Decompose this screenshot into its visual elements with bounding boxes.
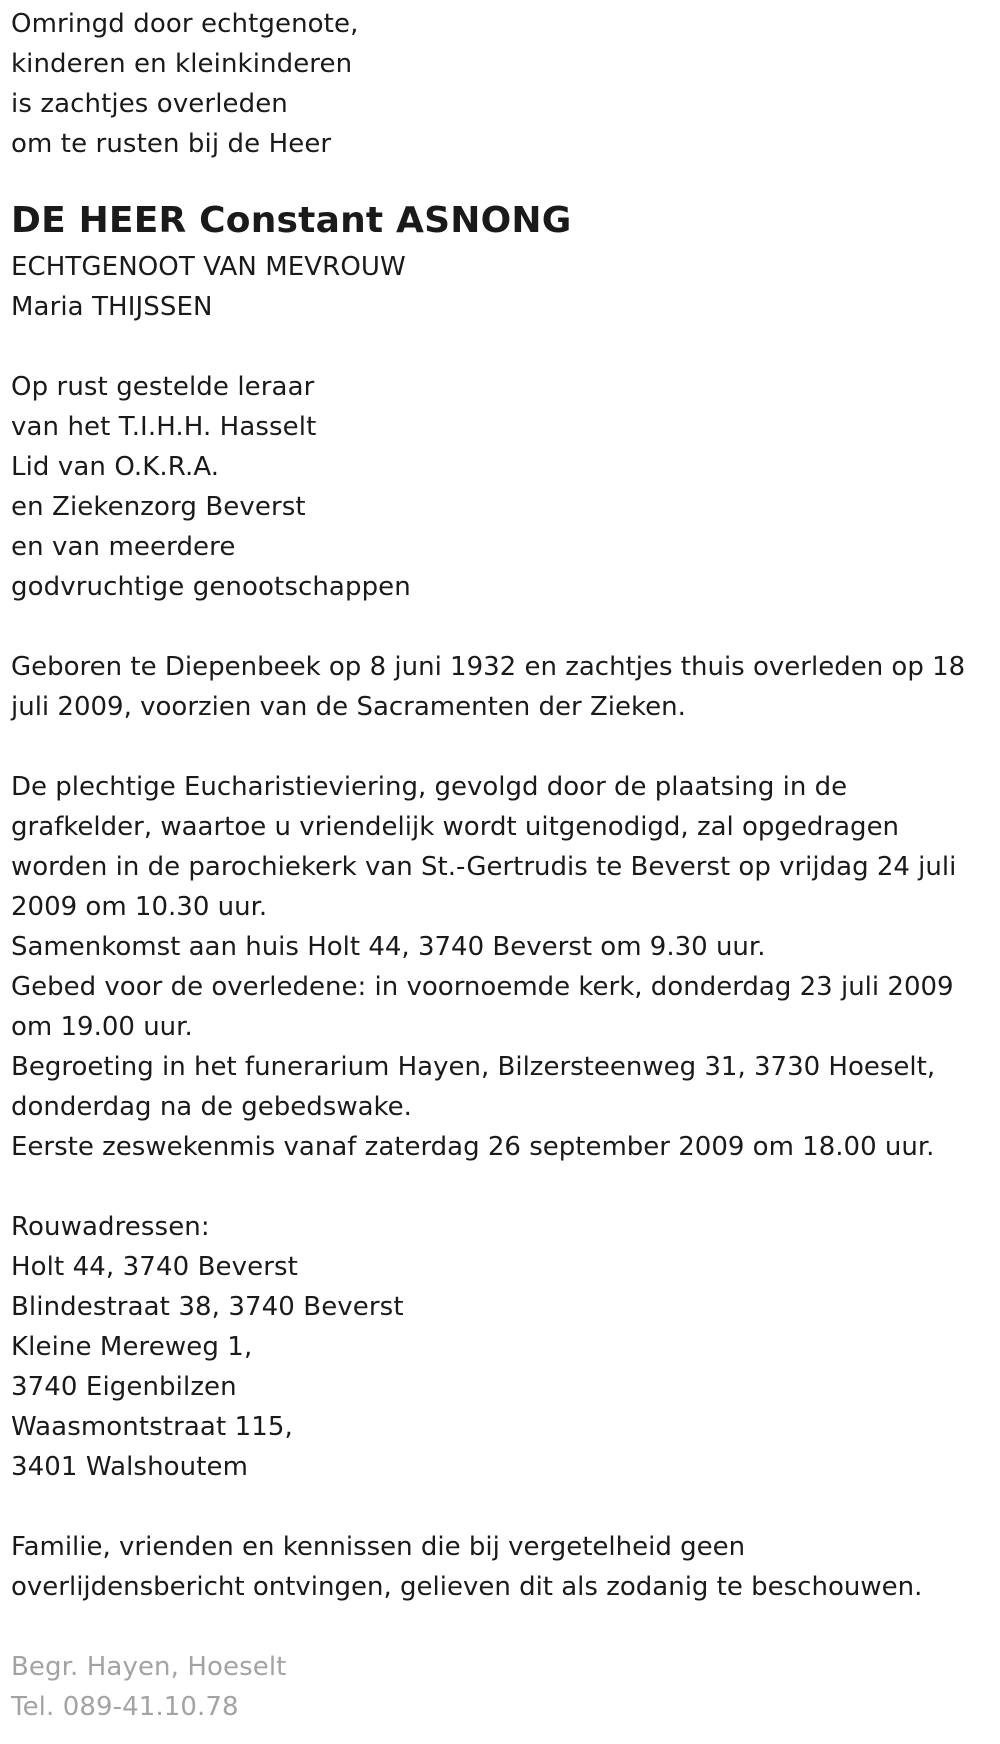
address-line: Blindestraat 38, 3740 Beverst	[11, 1292, 404, 1322]
intro-line: om te rusten bij de Heer	[11, 129, 332, 159]
ceremony-paragraph: Samenkomst aan huis Holt 44, 3740 Beverst om 9.30 uur.	[11, 932, 766, 962]
career-line: en Ziekenzorg Beverst	[11, 492, 306, 522]
career-line: Op rust gestelde leraar	[11, 372, 315, 402]
address-line: Waasmontstraat 115,	[11, 1412, 293, 1442]
spouse-block	[11, 247, 991, 327]
ceremony-paragraph: Gebed voor de overledene: in voornoemde kerk, donderdag 23 juli 2009 om 19.00 uur.	[11, 972, 954, 1042]
address-line: 3401 Walshoutem	[11, 1452, 249, 1482]
birth-death-paragraph: Geboren te Diepenbeek op 8 juni 1932 en zachtjes thuis overleden op 18 juli 2009, voorzien van de Sacramenten der Zieken.	[11, 652, 966, 722]
addresses-block	[11, 1207, 991, 1487]
address-line: 3740 Eigenbilzen	[11, 1372, 237, 1402]
death-notice	[11, 4, 991, 1727]
ceremony-paragraph: De plechtige Eucharistieviering, gevolgd door de plaatsing in de grafkelder, waartoe u vriendelijk wordt uitgenodigd, zal opgedragen worden in de parochiekerk van St.-Gertrudis te Beverst op vrijdag 24 juli 2009 om 10.30 uur.	[11, 772, 957, 922]
spouse-line: ECHTGENOOT VAN MEVROUW	[11, 252, 406, 282]
addresses-heading: Rouwadressen:	[11, 1212, 210, 1242]
address-line: Holt 44, 3740 Beverst	[11, 1252, 298, 1282]
intro-line: Omringd door echtgenote,	[11, 9, 359, 39]
undertaker-name: Begr. Hayen, Hoeselt	[11, 1652, 287, 1682]
closing-paragraph: Familie, vrienden en kennissen die bij vergetelheid geen overlijdensbericht ontvingen, gelieven dit als zodanig te beschouwen.	[11, 1532, 923, 1602]
intro-line: kinderen en kleinkinderen	[11, 49, 353, 79]
address-line: Kleine Mereweg 1,	[11, 1332, 253, 1362]
deceased-name: DE HEER Constant ASNONG	[11, 200, 572, 241]
ceremony-block	[11, 767, 991, 1167]
career-line: van het T.I.H.H. Hasselt	[11, 412, 317, 442]
career-line: en van meerdere	[11, 532, 236, 562]
career-block	[11, 367, 991, 607]
ceremony-paragraph: Eerste zeswekenmis vanaf zaterdag 26 september 2009 om 18.00 uur.	[11, 1132, 935, 1162]
career-line: Lid van O.K.R.A.	[11, 452, 220, 482]
undertaker-phone: Tel. 089-41.10.78	[11, 1692, 239, 1722]
ceremony-paragraph: Begroeting in het funerarium Hayen, Bilzersteenweg 31, 3730 Hoeselt, donderdag na de gebedswake.	[11, 1052, 936, 1122]
spouse-line: Maria THIJSSEN	[11, 292, 213, 322]
undertaker-footer	[11, 1647, 991, 1727]
intro-line: is zachtjes overleden	[11, 89, 288, 119]
intro-block	[11, 4, 991, 164]
career-line: godvruchtige genootschappen	[11, 572, 411, 602]
